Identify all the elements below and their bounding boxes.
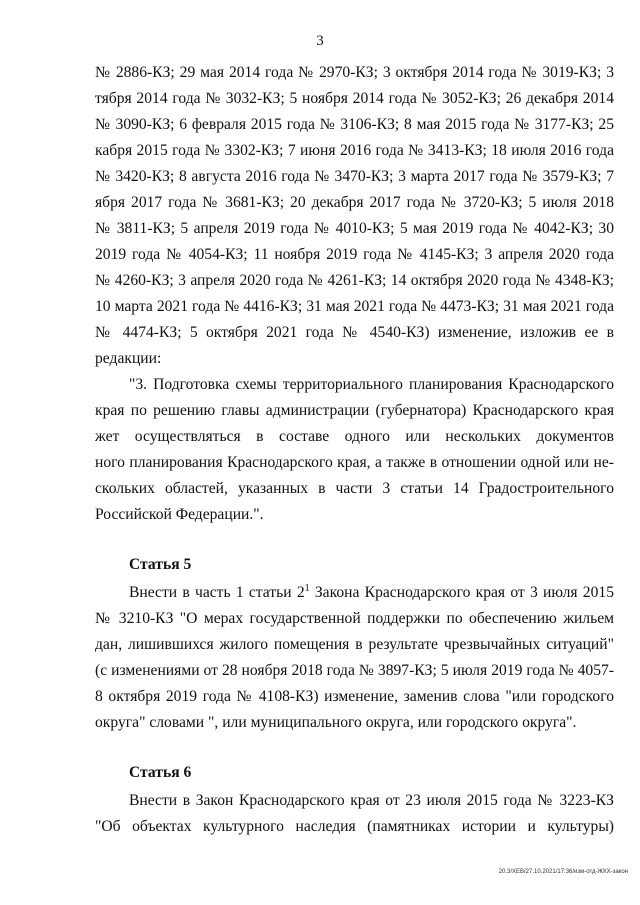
text-line: дан, лишившихся жилого помещения в результате чрезвычайных ситуаций"	[95, 636, 614, 653]
text-line: № 3090-КЗ; 6 февраля 2015 года № 3106-КЗ; 8 мая 2015 года № 3177-КЗ; 25	[95, 116, 614, 133]
text-line: Внести в часть 1 статьи $2^1$ Закона Краснодарского края от 3 июля 2015	[129, 583, 614, 601]
amendments-paragraph	[95, 60, 614, 372]
text-line: № 3210-КЗ "О мерах государственной поддержки по обеспечению жильем	[95, 610, 614, 627]
article-6-body	[95, 788, 614, 840]
text-line: жет осуществляться в составе одного или нескольких документов	[95, 428, 614, 445]
article-5-body	[95, 580, 614, 736]
page-number: 3	[316, 33, 324, 49]
text-line: 8 октября 2019 года № 4108-КЗ) изменение, заменив слова "или городского	[95, 688, 614, 705]
quoted-wording	[95, 372, 614, 528]
text-line: № 3420-КЗ; 8 августа 2016 года № 3470-КЗ; 3 марта 2017 года № 3579-КЗ; 7	[95, 168, 614, 185]
text-line: № 2886-КЗ; 29 мая 2014 года № 2970-КЗ; 3 октября 2014 года № 3019-КЗ; 3	[95, 64, 614, 81]
superscript: 1	[304, 583, 310, 594]
text-line: № 4474-КЗ; 5 октября 2021 года № 4540-КЗ) изменение, изложив ее в	[95, 324, 614, 341]
text-line: "Об объектах культурного наследия (памятниках истории и культуры)	[95, 818, 614, 835]
text-line: округа" словами ", или муниципального округа, или городского округа".	[95, 714, 577, 731]
text-line: № 3811-КЗ; 5 апреля 2019 года № 4010-КЗ; 5 мая 2019 года № 4042-КЗ; 30	[95, 220, 614, 237]
article-6-heading: Статья 6	[129, 764, 192, 781]
text-line: 10 марта 2021 года № 4416-КЗ; 31 мая 2021 года № 4473-КЗ; 31 мая 2021 года	[95, 298, 614, 315]
text-line: тября 2014 года № 3032-КЗ; 5 ноября 2014 года № 3052-КЗ; 26 декабря 2014	[95, 90, 614, 107]
article-5-heading: Статья 5	[129, 556, 192, 573]
text-line: ября 2017 года № 3681-КЗ; 20 декабря 2017 года № 3720-КЗ; 5 июля 2018	[95, 194, 614, 211]
text-line: (с изменениями от 28 ноября 2018 года № 3897-КЗ; 5 июля 2019 года № 4057-	[95, 662, 614, 679]
document-stamp: 20.3/ХЕВ/27.10.2021/17:36/изм-отд-ЖКХ-закон	[498, 869, 628, 875]
text-line: 2019 года № 4054-КЗ; 11 ноября 2019 года № 4145-КЗ; 3 апреля 2020 года	[95, 246, 614, 263]
text-line: скольких областей, указанных в части 3 статьи 14 Градостроительного	[95, 480, 614, 497]
text-line: Российской Федерации.".	[95, 506, 264, 523]
text-line: ного планирования Краснодарского края, а также в отношении одной или не-	[95, 454, 614, 471]
text-line: редакции:	[95, 350, 162, 367]
text-line: края по решению главы администрации (губернатора) Краснодарского края	[95, 402, 614, 419]
text-line: "3. Подготовка схемы территориального планирования Краснодарского	[129, 376, 614, 393]
text-line: Внести в Закон Краснодарского края от 23 июля 2015 года № 3223-КЗ	[129, 792, 614, 809]
text-line: № 4260-КЗ; 3 апреля 2020 года № 4261-КЗ; 14 октября 2020 года № 4348-КЗ;	[95, 272, 614, 289]
text-line: кабря 2015 года № 3302-КЗ; 7 июня 2016 года № 3413-КЗ; 18 июля 2016 года	[95, 142, 614, 159]
